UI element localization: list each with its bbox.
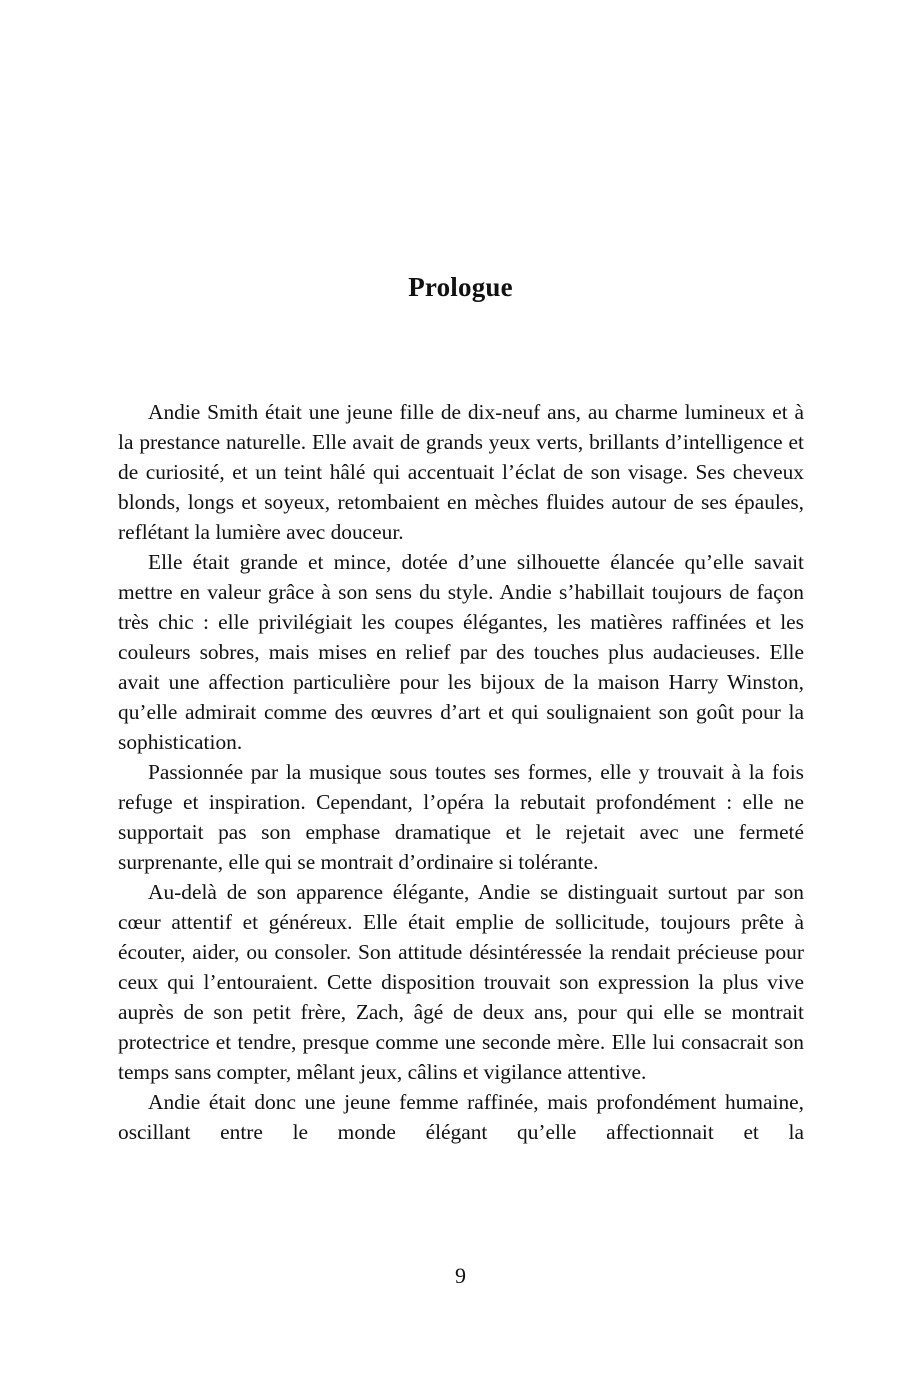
paragraph: Au-delà de son apparence élégante, Andie se distinguait surtout par son cœur attentif et généreux. Elle était emplie de sollicitude, toujours prête à écouter, aider, ou consoler. Son attitude désintéressée la rendait précieuse pour ceux qui l’entouraient. Cette disposition trouvait son expression la plus vive auprès de son petit frère, Zach, âgé de deux ans, pour qui elle se montrait protectrice et tendre, presque comme une seconde mère. Elle lui consacrait son temps sans compter, mêlant jeux, câlins et vigilance attentive.	[118, 880, 804, 1084]
paragraph: Elle était grande et mince, dotée d’une silhouette élancée qu’elle savait mettre en valeur grâce à son sens du style. Andie s’habillait toujours de façon très chic : elle privilégiait les coupes élégantes, les matières raffinées et les couleurs sobres, mais mises en relief par des touches plus audacieuses. Elle avait une affection particulière pour les bijoux de la maison Harry Winston, qu’elle admirait comme des œuvres d’art et qui soulignaient son goût pour la sophistication.	[118, 550, 804, 754]
chapter-title: Prologue	[408, 272, 513, 302]
paragraph: Andie était donc une jeune femme raffinée, mais profondément humaine, oscillant entre le monde élégant qu’elle affectionnait et la	[118, 1090, 804, 1144]
body-text	[118, 397, 804, 1147]
page-number: 9	[455, 1263, 466, 1288]
paragraph: Passionnée par la musique sous toutes ses formes, elle y trouvait à la fois refuge et inspiration. Cependant, l’opéra la rebutait profondément : elle ne supportait pas son emphase dramatique et le rejetait avec une fermeté surprenante, elle qui se montrait d’ordinaire si tolérante.	[118, 760, 804, 874]
paragraph: Andie Smith était une jeune fille de dix-neuf ans, au charme lumineux et à la prestance naturelle. Elle avait de grands yeux verts, brillants d’intelligence et de curiosité, et un teint hâlé qui accentuait l’éclat de son visage. Ses cheveux blonds, longs et soyeux, retombaient en mèches fluides autour de ses épaules, reflétant la lumière avec douceur.	[118, 400, 804, 544]
